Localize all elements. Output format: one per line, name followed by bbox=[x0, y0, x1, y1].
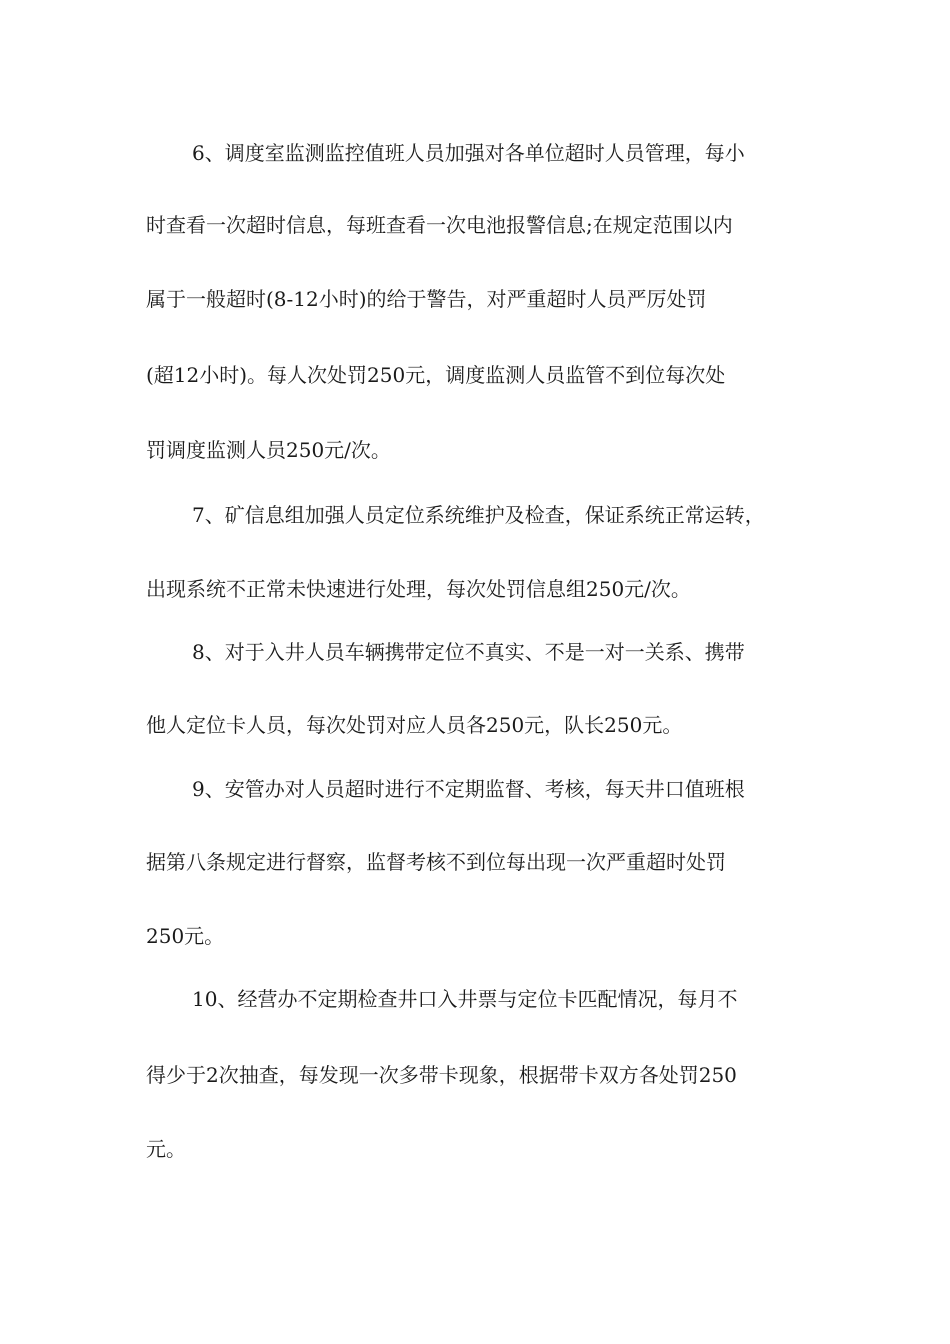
text-line: 时查看一次超时信息，每班查看一次电池报警信息;在规定范围以内 bbox=[146, 213, 733, 237]
text-line: (超12小时)。每人次处罚250元，调度监测人员监管不到位每次处 bbox=[146, 363, 726, 387]
text-line: 出现系统不正常未快速进行处理，每次处罚信息组250元/次。 bbox=[146, 577, 691, 601]
text-line: 据第八条规定进行督察，监督考核不到位每出现一次严重超时处罚 bbox=[146, 850, 726, 874]
text-line: 10、经营办不定期检查井口入井票与定位卡匹配情况，每月不 bbox=[192, 987, 738, 1011]
text-line: 元。 bbox=[146, 1137, 186, 1161]
text-line: 罚调度监测人员250元/次。 bbox=[146, 438, 391, 462]
text-line: 他人定位卡人员，每次处罚对应人员各250元，队长250元。 bbox=[146, 713, 683, 737]
text-line: 250元。 bbox=[146, 924, 225, 948]
text-line: 9、安管办对人员超时进行不定期监督、考核，每天井口值班根 bbox=[192, 777, 745, 801]
text-line: 得少于2次抽查，每发现一次多带卡现象，根据带卡双方各处罚250 bbox=[146, 1063, 737, 1087]
text-line: 8、对于入井人员车辆携带定位不真实、不是一对一关系、携带 bbox=[192, 640, 745, 664]
text-line: 7、矿信息组加强人员定位系统维护及检查，保证系统正常运转， bbox=[192, 503, 765, 527]
text-line: 6、调度室监测监控值班人员加强对各单位超时人员管理，每小 bbox=[192, 141, 745, 165]
text-line: 属于一般超时(8-12小时)的给于警告，对严重超时人员严厉处罚 bbox=[146, 287, 707, 311]
